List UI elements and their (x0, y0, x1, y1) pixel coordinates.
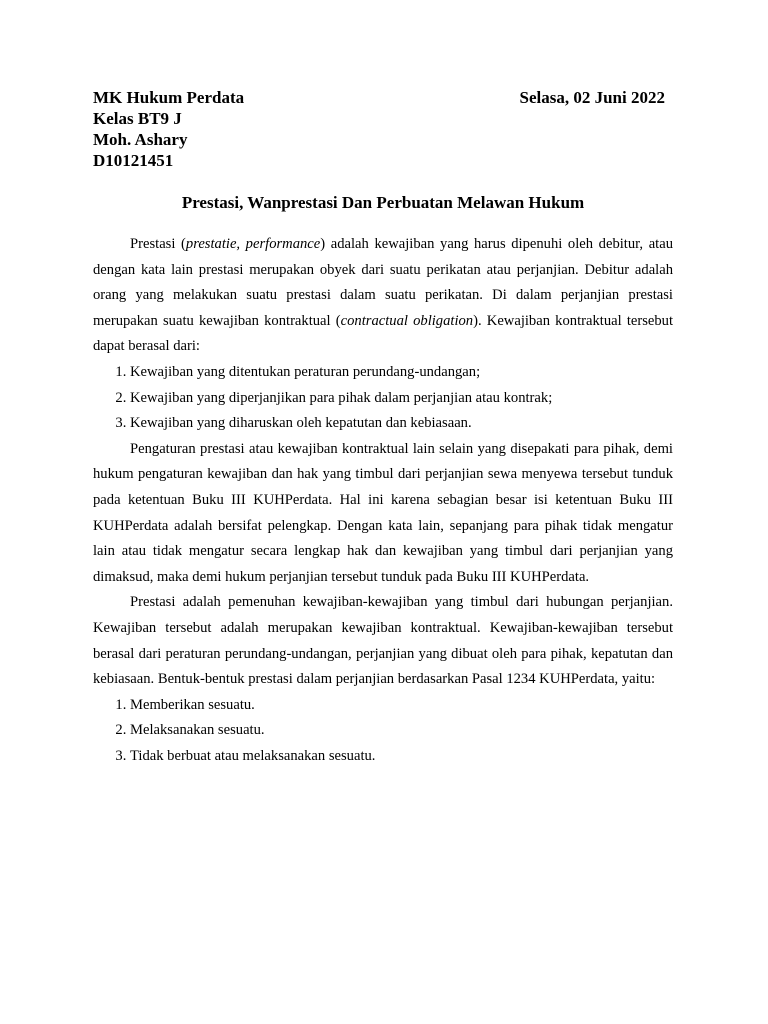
list-item: 3. Tidak berbuat atau melaksanakan sesuatu. (130, 744, 673, 770)
header-class: Kelas BT9 J (93, 109, 182, 128)
header-name: Moh. Ashary (93, 130, 188, 149)
list-item: 2. Melaksanakan sesuatu. (130, 718, 673, 744)
header-course: MK Hukum Perdata (93, 88, 245, 107)
list-item: 2. Kewajiban yang diperjanjikan para pihak dalam perjanjian atau kontrak; (130, 386, 673, 412)
list-item: 1. Kewajiban yang ditentukan peraturan perundang-undangan; (130, 360, 673, 386)
document-body (93, 232, 673, 769)
document-header (93, 87, 665, 171)
paragraph-2: Pengaturan prestasi atau kewajiban kontraktual lain selain yang disepakati para pihak, demi hukum pengaturan kewajiban dan hak yang timbul dari perjanjian sewa menyewa tersebut tunduk pada ketentuan Buku III KUHPerdata. Hal ini karena sebagian besar isi ketentuan Buku III KUHPerdata adalah bersifat pelengkap. Dengan kata lain, sepanjang para pihak tidak mengatur lain atau tidak mengatur secara lengkap hak dan kewajiban yang timbul dari perjanjian yang dimaksud, maka demi hukum perjanjian tersebut tunduk pada Buku III KUHPerdata. (93, 440, 673, 585)
performance-form-list (93, 693, 673, 770)
para1-text-1: Prestasi ( (130, 236, 186, 252)
paragraph-1 (93, 232, 673, 360)
header-student-id: D10121451 (93, 151, 174, 170)
header-date: Selasa, 02 Juni 2022 (519, 88, 665, 107)
para1-italic-2: contractual obligation (340, 312, 474, 329)
list-item: 3. Kewajiban yang diharuskan oleh kepatutan dan kebiasaan. (130, 411, 673, 437)
para1-italic-1: prestatie, performance (185, 236, 321, 252)
list-item: 1. Memberikan sesuatu. (130, 693, 673, 719)
para1-text-2: ) adalah kewajiban yang harus dipenuhi oleh debitur, atau dengan kata lain prestasi merupakan obyek dari suatu perikatan atau perjanjian. Debitur adalah orang yang melakukan suatu prestasi dalam suatu perikatan. Di dalam perjanjian prestasi merupakan suatu kewajiban kontraktual ( (93, 236, 673, 329)
document-title: Prestasi, Wanprestasi Dan Perbuatan Melawan Hukum (181, 193, 585, 212)
obligation-source-list (93, 360, 673, 437)
paragraph-3: Prestasi adalah pemenuhan kewajiban-kewajiban yang timbul dari hubungan perjanjian. Kewajiban tersebut adalah merupakan kewajiban kontraktual. Kewajiban-kewajiban tersebut berasal dari peraturan perundang-undangan, perjanjian yang dibuat oleh para pihak, kepatutan dan kebiasaan. Bentuk-bentuk prestasi dalam perjanjian berdasarkan Pasal 1234 KUHPerdata, yaitu: (93, 594, 673, 688)
para1-text-3: ). Kewajiban kontraktual tersebut dapat berasal dari: (93, 312, 674, 355)
